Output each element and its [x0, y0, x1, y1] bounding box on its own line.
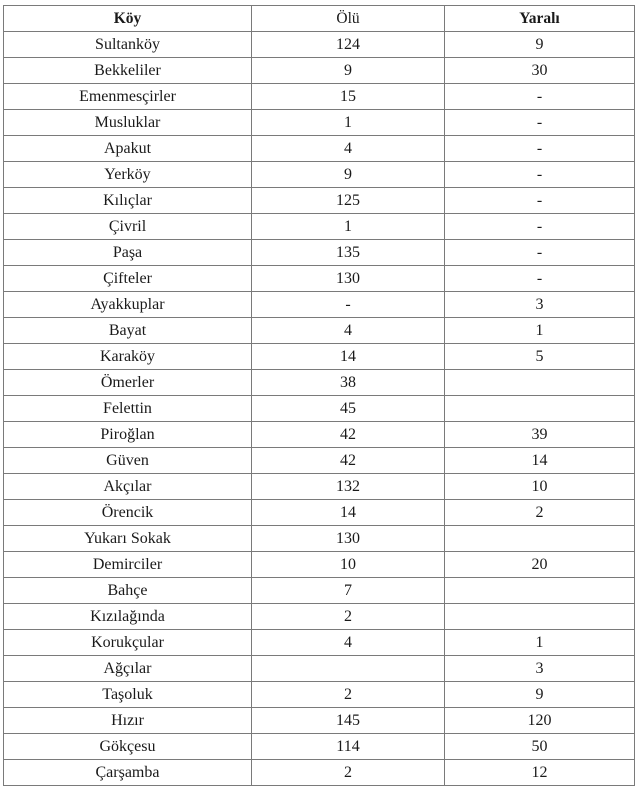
cell-wounded: 39 — [445, 422, 635, 448]
table-row — [4, 708, 635, 734]
cell-wounded — [445, 396, 635, 422]
cell-wounded: 9 — [445, 682, 635, 708]
cell-wounded: - — [445, 266, 635, 292]
cell-village: Çifteler — [4, 266, 252, 292]
cell-village: Karaköy — [4, 344, 252, 370]
cell-village: Güven — [4, 448, 252, 474]
cell-wounded: - — [445, 162, 635, 188]
cell-dead: 2 — [252, 604, 445, 630]
cell-dead: 42 — [252, 448, 445, 474]
table-row — [4, 318, 635, 344]
cell-dead: - — [252, 292, 445, 318]
cell-dead: 38 — [252, 370, 445, 396]
header-wounded: Yaralı — [445, 6, 635, 32]
table-header-row — [4, 6, 635, 32]
cell-dead: 130 — [252, 526, 445, 552]
cell-wounded: 20 — [445, 552, 635, 578]
cell-village: Bekkeliler — [4, 58, 252, 84]
table-row — [4, 526, 635, 552]
table-row — [4, 344, 635, 370]
cell-dead: 42 — [252, 422, 445, 448]
table-row — [4, 266, 635, 292]
table-row — [4, 370, 635, 396]
table-row — [4, 760, 635, 786]
header-village: Köy — [4, 6, 252, 32]
table-body — [4, 32, 635, 786]
cell-dead: 135 — [252, 240, 445, 266]
cell-village: Emenmesçirler — [4, 84, 252, 110]
table-row — [4, 682, 635, 708]
table-row — [4, 214, 635, 240]
header-dead: Ölü — [252, 6, 445, 32]
cell-wounded: 12 — [445, 760, 635, 786]
cell-village: Piroğlan — [4, 422, 252, 448]
cell-village: Kılıçlar — [4, 188, 252, 214]
cell-dead: 1 — [252, 214, 445, 240]
cell-dead: 7 — [252, 578, 445, 604]
table-row — [4, 292, 635, 318]
cell-village: Taşoluk — [4, 682, 252, 708]
cell-dead: 130 — [252, 266, 445, 292]
cell-dead: 9 — [252, 162, 445, 188]
cell-wounded: 30 — [445, 58, 635, 84]
cell-dead: 145 — [252, 708, 445, 734]
cell-dead: 15 — [252, 84, 445, 110]
cell-village: Çivril — [4, 214, 252, 240]
table-row — [4, 474, 635, 500]
cell-dead: 14 — [252, 344, 445, 370]
table-row — [4, 162, 635, 188]
cell-wounded: 3 — [445, 292, 635, 318]
cell-village: Korukçular — [4, 630, 252, 656]
cell-wounded: 2 — [445, 500, 635, 526]
table-row — [4, 58, 635, 84]
cell-village: Yerköy — [4, 162, 252, 188]
cell-wounded — [445, 526, 635, 552]
cell-dead: 9 — [252, 58, 445, 84]
cell-village: Demirciler — [4, 552, 252, 578]
cell-village: Ömerler — [4, 370, 252, 396]
cell-village: Sultanköy — [4, 32, 252, 58]
cell-dead: 125 — [252, 188, 445, 214]
cell-dead: 2 — [252, 760, 445, 786]
casualty-table — [3, 5, 635, 786]
cell-wounded: 10 — [445, 474, 635, 500]
cell-village: Yukarı Sokak — [4, 526, 252, 552]
cell-village: Örencik — [4, 500, 252, 526]
cell-village: Ayakkuplar — [4, 292, 252, 318]
cell-dead: 2 — [252, 682, 445, 708]
cell-village: Akçılar — [4, 474, 252, 500]
table-row — [4, 136, 635, 162]
cell-village: Hızır — [4, 708, 252, 734]
cell-wounded: 1 — [445, 630, 635, 656]
cell-wounded: 120 — [445, 708, 635, 734]
cell-dead — [252, 656, 445, 682]
cell-village: Felettin — [4, 396, 252, 422]
cell-wounded — [445, 370, 635, 396]
cell-dead: 114 — [252, 734, 445, 760]
table-row — [4, 630, 635, 656]
cell-dead: 1 — [252, 110, 445, 136]
cell-village: Musluklar — [4, 110, 252, 136]
cell-wounded: - — [445, 188, 635, 214]
cell-village: Gökçesu — [4, 734, 252, 760]
cell-wounded: - — [445, 110, 635, 136]
table-row — [4, 32, 635, 58]
cell-dead: 4 — [252, 136, 445, 162]
table-row — [4, 422, 635, 448]
cell-wounded: 1 — [445, 318, 635, 344]
table-row — [4, 188, 635, 214]
cell-wounded — [445, 604, 635, 630]
cell-wounded — [445, 578, 635, 604]
cell-village: Bayat — [4, 318, 252, 344]
casualty-table-container — [3, 5, 634, 786]
cell-village: Kızılağında — [4, 604, 252, 630]
cell-village: Apakut — [4, 136, 252, 162]
table-row — [4, 734, 635, 760]
cell-wounded: - — [445, 136, 635, 162]
cell-wounded: - — [445, 84, 635, 110]
cell-village: Çarşamba — [4, 760, 252, 786]
table-row — [4, 604, 635, 630]
cell-wounded: 9 — [445, 32, 635, 58]
cell-dead: 45 — [252, 396, 445, 422]
cell-wounded: - — [445, 240, 635, 266]
table-row — [4, 84, 635, 110]
table-row — [4, 656, 635, 682]
cell-dead: 14 — [252, 500, 445, 526]
cell-wounded: 14 — [445, 448, 635, 474]
cell-wounded: 3 — [445, 656, 635, 682]
table-row — [4, 500, 635, 526]
cell-wounded: 5 — [445, 344, 635, 370]
cell-dead: 4 — [252, 318, 445, 344]
cell-dead: 10 — [252, 552, 445, 578]
table-row — [4, 448, 635, 474]
cell-village: Bahçe — [4, 578, 252, 604]
table-row — [4, 578, 635, 604]
cell-village: Ağçılar — [4, 656, 252, 682]
cell-wounded: - — [445, 214, 635, 240]
cell-dead: 4 — [252, 630, 445, 656]
cell-dead: 124 — [252, 32, 445, 58]
cell-wounded: 50 — [445, 734, 635, 760]
table-row — [4, 240, 635, 266]
table-row — [4, 552, 635, 578]
table-row — [4, 396, 635, 422]
table-row — [4, 110, 635, 136]
cell-dead: 132 — [252, 474, 445, 500]
cell-village: Paşa — [4, 240, 252, 266]
